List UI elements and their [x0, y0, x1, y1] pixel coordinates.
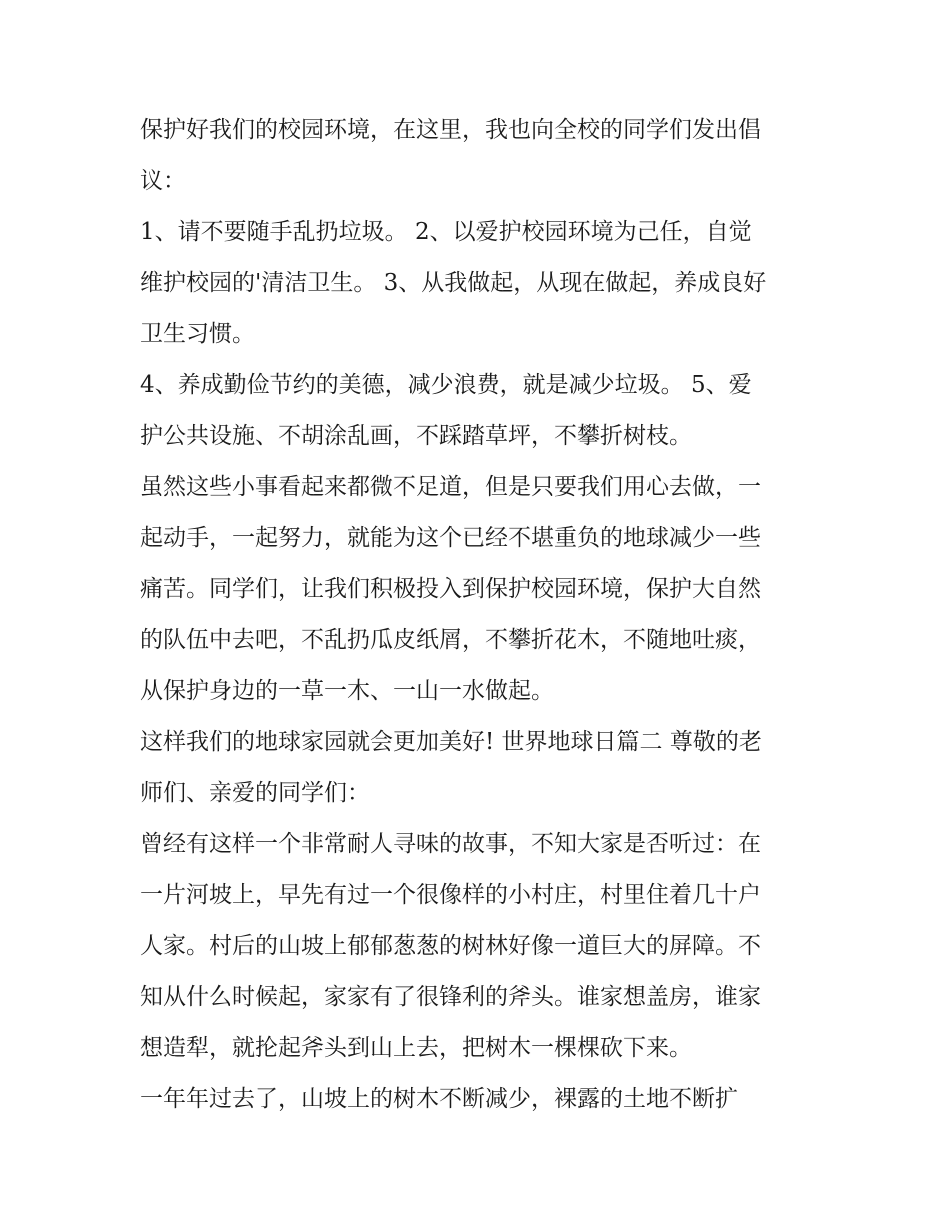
text-line: 知从什么时候起，家家有了很锋利的斧头。谁家想盖房，谁家: [140, 984, 761, 1010]
text-line: 一年年过去了，山坡上的树木不断减少，裸露的土地不断扩: [140, 1086, 738, 1112]
text-line: 护公共设施、不胡涂乱画，不踩踏草坪，不攀折树枝。: [140, 423, 692, 449]
text-line: 这样我们的地球家园就会更加美好! 世界地球日篇二 尊敬的老: [140, 729, 762, 755]
text-line: 师们、亲爱的同学们：: [140, 780, 370, 806]
text-line: 议：: [140, 168, 186, 194]
text-line: 维护校园的'清洁卫生。 3、从我做起，从现在做起，养成良好: [140, 270, 767, 296]
text-line: 一片河坡上，早先有过一个很像样的小村庄，村里住着几十户: [140, 882, 761, 908]
text-line: 的队伍中去吧，不乱扔瓜皮纸屑，不攀折花木，不随地吐痰，: [140, 627, 761, 653]
text-line: 保护好我们的校园环境，在这里，我也向全校的同学们发出倡: [140, 117, 761, 143]
text-line: 想造犁，就抡起斧头到山上去，把树木一棵棵砍下来。: [140, 1035, 692, 1061]
text-line: 虽然这些小事看起来都微不足道，但是只要我们用心去做，一: [140, 474, 761, 500]
text-line: 曾经有这样一个非常耐人寻味的故事，不知大家是否听过：在: [140, 831, 761, 857]
text-line: 痛苦。同学们，让我们积极投入到保护校园环境，保护大自然: [140, 576, 761, 602]
text-line: 4、养成勤俭节约的美德，减少浪费，就是减少垃圾。 5、爱: [140, 372, 752, 398]
text-line: 卫生习惯。: [140, 321, 255, 347]
text-line: 起动手，一起努力，就能为这个已经不堪重负的地球减少一些: [140, 525, 761, 551]
text-line: 从保护身边的一草一木、一山一水做起。: [140, 678, 554, 704]
document-body: [140, 105, 820, 1125]
text-line: 人家。村后的山坡上郁郁葱葱的树林好像一道巨大的屏障。不: [140, 933, 761, 959]
text-line: 1、请不要随手乱扔垃圾。 2、以爱护校园环境为己任，自觉: [140, 219, 752, 245]
